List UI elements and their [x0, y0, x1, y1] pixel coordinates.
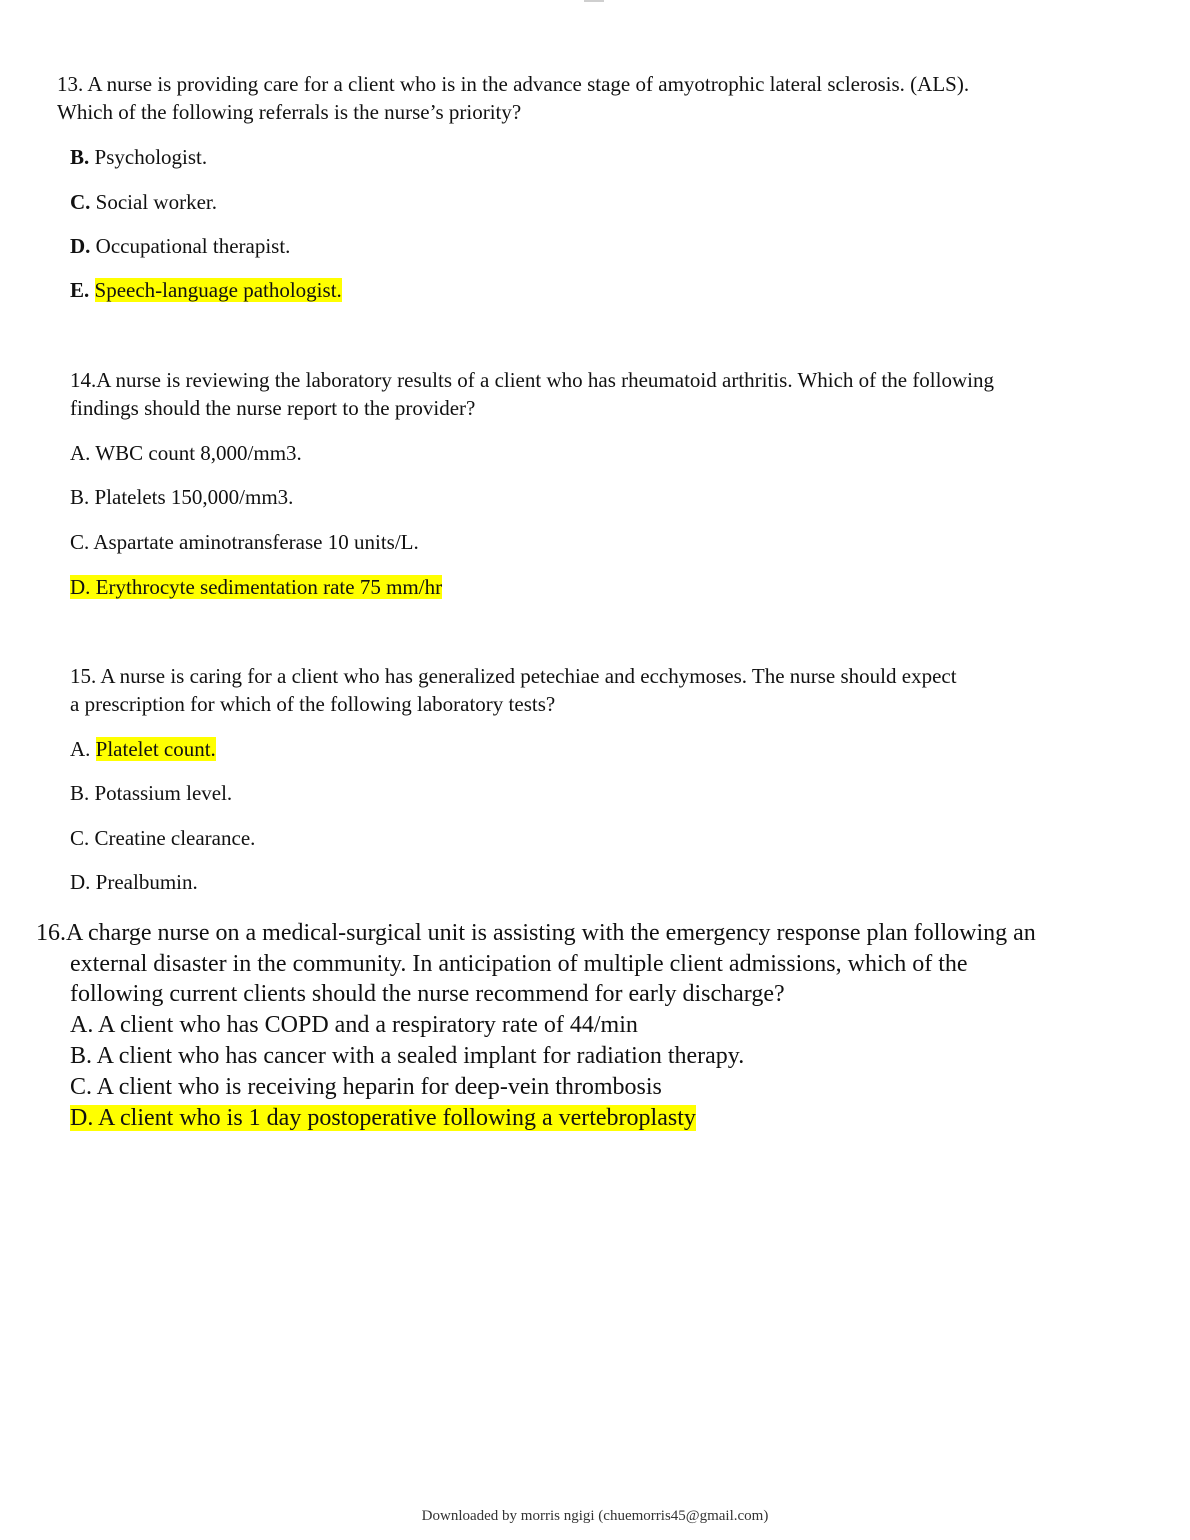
answer-option-highlighted	[70, 573, 442, 601]
answer-option: B. Potassium level.	[70, 781, 233, 805]
answer-option: B. Platelets 150,000/mm3.	[70, 485, 294, 509]
option-letter: C.	[70, 190, 91, 214]
answer-option: A. WBC count 8,000/mm3.	[70, 441, 302, 465]
option-letter: D.	[70, 234, 91, 258]
answer-option-highlighted	[70, 276, 342, 304]
answer-option	[70, 232, 290, 260]
question-stem-line: 16.A charge nurse on a medical-surgical unit is assisting with the emergency response plan following an	[36, 920, 1036, 946]
option-letter: E.	[70, 278, 90, 302]
answer-option: C. Aspartate aminotransferase 10 units/L.	[70, 530, 419, 554]
answer-option: B. A client who has cancer with a sealed implant for radiation therapy.	[70, 1043, 745, 1069]
question-stem-line: following current clients should the nurse recommend for early discharge?	[70, 981, 785, 1007]
option-text-highlighted: D. Erythrocyte sedimentation rate 75 mm/hr	[70, 575, 443, 599]
option-text: Psychologist.	[94, 145, 208, 169]
question-stem-line: external disaster in the community. In anticipation of multiple client admissions, which of the	[70, 951, 968, 977]
answer-option: C. A client who is receiving heparin for deep-vein thrombosis	[70, 1074, 662, 1100]
question-stem-line: findings should the nurse report to the provider?	[70, 396, 476, 420]
question-stem-line: 15. A nurse is caring for a client who has generalized petechiae and ecchymoses. The nurse should expect	[70, 664, 957, 688]
question-stem-line: 13. A nurse is providing care for a client who is in the advance stage of amyotrophic lateral sclerosis. (ALS).	[57, 72, 970, 96]
answer-option: C. Creatine clearance.	[70, 826, 256, 850]
option-text: Social worker.	[95, 190, 217, 214]
option-text: Occupational therapist.	[95, 234, 291, 258]
answer-option-highlighted	[70, 735, 216, 763]
option-text-highlighted: D. A client who is 1 day postoperative following a vertebroplasty	[70, 1105, 696, 1131]
answer-option: D. Prealbumin.	[70, 870, 198, 894]
answer-option: A. A client who has COPD and a respiratory rate of 44/min	[70, 1012, 638, 1038]
answer-option	[70, 143, 207, 171]
answer-option	[70, 188, 217, 216]
question-stem-line: 14.A nurse is reviewing the laboratory results of a client who has rheumatoid arthritis. Which of the following	[70, 368, 994, 392]
option-text-highlighted: Speech-language pathologist.	[94, 278, 342, 302]
option-letter: A.	[70, 737, 91, 761]
answer-option-highlighted	[70, 1103, 696, 1134]
top-header-mark	[584, 0, 604, 2]
question-stem-line: Which of the following referrals is the nurse’s priority?	[57, 100, 522, 124]
question-stem-line: a prescription for which of the following laboratory tests?	[70, 692, 556, 716]
option-text-highlighted: Platelet count.	[95, 737, 216, 761]
download-footer: Downloaded by morris ngigi (chuemorris45@gmail.com)	[421, 1508, 769, 1524]
option-letter: B.	[70, 145, 90, 169]
